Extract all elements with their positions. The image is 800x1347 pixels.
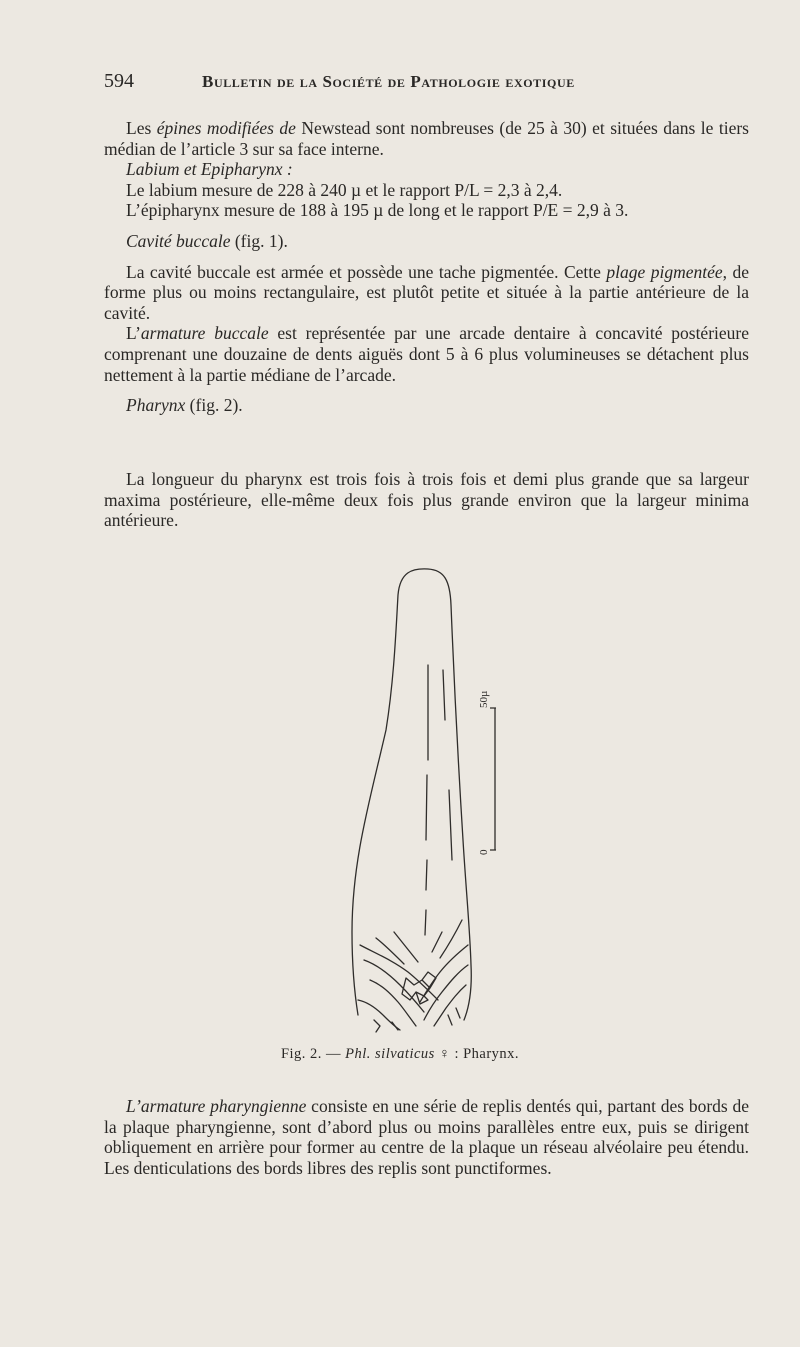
text-run: Les: [126, 118, 157, 138]
caption-prefix: Fig. 2. —: [280, 1046, 346, 1062]
heading-cavite-buccale: [104, 231, 749, 252]
text-block-top: [104, 118, 749, 416]
scale-bottom-label: 0: [478, 849, 490, 855]
paragraph-armature-pharyngienne: [104, 1096, 749, 1178]
pharynx-fold-2: [364, 960, 424, 1012]
caption-suffix: ♀ : Pharynx.: [434, 1046, 520, 1062]
italic-run: L’armature pharyngienne: [126, 1096, 307, 1116]
pharynx-posterior-points: [374, 1008, 460, 1032]
text-block-pharynx: [104, 469, 749, 531]
italic-run: épines modifiées de: [156, 118, 296, 138]
italic-run: Pharynx: [126, 395, 186, 416]
pharynx-alveolar-net: [402, 972, 436, 1004]
italic-run: armature buccale: [140, 323, 269, 344]
caption-species: Phl. silvaticus: [345, 1046, 435, 1062]
pharynx-outline: [352, 569, 471, 1020]
pharynx-fold-5: [376, 932, 418, 964]
italic-run: Cavité buccale: [126, 230, 231, 251]
italic-run: plage pigmentée: [606, 261, 723, 282]
spacer: [104, 252, 749, 262]
paragraph-cavite: [104, 262, 749, 324]
pharynx-drawing: [330, 560, 530, 1040]
text-run: Newstead sont nombreuses (de 25 à 30) et situées dans le tiers médian de l’article 3 sur sa face interne.: [104, 118, 749, 159]
text-run: La cavité buccale est armée et possède une tache pigmentée. Cette: [126, 261, 607, 282]
text-run: consiste en une série de replis dentés qui, partant des bords de la plaque pharyngienne, sont d’abord plus ou moins parallèles entre eux, puis se dirigent obliquement en arrière pour former au centre de la plaque un réseau alvéolaire peu étendu. Les denticulations des bords libres des replis sont punctiformes.: [104, 1096, 750, 1178]
paragraph-epipharynx: L’épipharynx mesure de 188 à 195 µ de long et le rapport P/E = 2,9 à 3.: [126, 200, 629, 221]
paragraph-labium: Le labium mesure de 228 à 240 µ et le rapport P/L = 2,3 à 2,4.: [126, 179, 563, 200]
text-block-bottom: [104, 1096, 749, 1178]
heading-pharynx: [104, 395, 749, 416]
pharynx-fold-9: [432, 920, 462, 958]
paragraph-epines: [104, 118, 749, 159]
paragraph-pharynx: La longueur du pharynx est trois fois à trois fois et demi plus grande que sa largeur maxima postérieure, elle-même deux fois plus grande environ que la largeur minima antérieure.: [104, 469, 749, 531]
figure-ref: (fig. 2).: [185, 395, 243, 416]
figure-pharynx: [330, 560, 530, 1040]
scale-top-label: 50µ: [478, 690, 490, 708]
page-number: 594: [104, 70, 134, 92]
scale-bar: [490, 708, 496, 850]
text-run: est représentée par une arcade dentaire à concavité postérieure comprenant une douzaine de dents aiguës dont 5 à 6 plus volumineuses se détachent plus nettement à la partie médiane de l’arcade.: [104, 323, 749, 385]
text-run: , de forme plus ou moins rectangulaire, est plutôt petite et située à la partie antérieure de la cavité.: [104, 261, 749, 323]
heading-labium: Labium et Epipharynx :: [126, 159, 293, 180]
page-header: [104, 70, 754, 98]
pharynx-right-fold: [443, 670, 452, 860]
figure-caption: [0, 1046, 800, 1063]
figure-ref: (fig. 1).: [230, 230, 288, 251]
running-title: Bulletin de la Société de Pathologie exotique: [202, 72, 575, 91]
pharynx-midline: [425, 665, 428, 935]
spacer: [104, 221, 749, 231]
text-run: L’: [126, 323, 141, 344]
paragraph-armature-buccale: [104, 323, 749, 385]
pharynx-fold-3: [370, 980, 416, 1026]
spacer: [104, 385, 749, 395]
